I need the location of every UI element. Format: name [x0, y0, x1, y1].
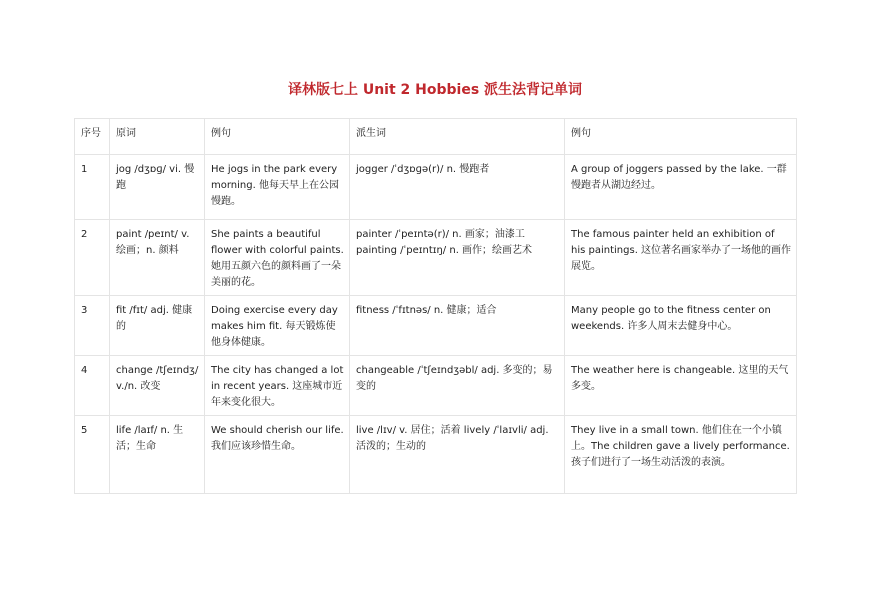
table-row: [75, 296, 797, 356]
table-row: [75, 220, 797, 296]
header-cell-derived-example: 例句: [565, 119, 797, 155]
header-cell-derived: 派生词: [350, 119, 565, 155]
cell-no: 4: [75, 356, 110, 416]
cell-example: She paints a beautiful flower with colorful paints. 她用五颜六色的颜料画了一朵美丽的花。: [205, 220, 350, 296]
cell-example: The city has changed a lot in recent years. 这座城市近年来变化很大。: [205, 356, 350, 416]
cell-word: life /laɪf/ n. 生活；生命: [110, 416, 205, 494]
table-row: [75, 416, 797, 494]
cell-no: 1: [75, 155, 110, 220]
cell-derived: changeable /ˈtʃeɪndʒəbl/ adj. 多变的；易变的: [350, 356, 565, 416]
cell-derived: painter /ˈpeɪntə(r)/ n. 画家；油漆工 painting /ˈpeɪntɪŋ/ n. 画作；绘画艺术: [350, 220, 565, 296]
cell-derived-example: They live in a small town. 他们住在一个小镇上。The children gave a lively performance. 孩子们进行了一场生动活泼的表演。: [565, 416, 797, 494]
cell-derived: jogger /ˈdʒɒɡə(r)/ n. 慢跑者: [350, 155, 565, 220]
cell-example: He jogs in the park every morning. 他每天早上在公园慢跑。: [205, 155, 350, 220]
table-row: [75, 155, 797, 220]
header-cell-example: 例句: [205, 119, 350, 155]
table-row: [75, 356, 797, 416]
cell-example: We should cherish our life. 我们应该珍惜生命。: [205, 416, 350, 494]
cell-derived-example: The famous painter held an exhibition of his paintings. 这位著名画家举办了一场他的画作展览。: [565, 220, 797, 296]
cell-derived-example: The weather here is changeable. 这里的天气多变。: [565, 356, 797, 416]
cell-derived: live /lɪv/ v. 居住；活着 lively /ˈlaɪvli/ adj. 活泼的；生动的: [350, 416, 565, 494]
cell-no: 2: [75, 220, 110, 296]
vocab-table: [74, 118, 797, 494]
cell-word: jog /dʒɒɡ/ vi. 慢跑: [110, 155, 205, 220]
header-cell-word: 原词: [110, 119, 205, 155]
cell-word: paint /peɪnt/ v. 绘画；n. 颜料: [110, 220, 205, 296]
header-cell-no: 序号: [75, 119, 110, 155]
cell-derived-example: A group of joggers passed by the lake. 一群慢跑者从湖边经过。: [565, 155, 797, 220]
table-header-row: [75, 119, 797, 155]
cell-word: fit /fɪt/ adj. 健康的: [110, 296, 205, 356]
page-title: 译林版七上 Unit 2 Hobbies 派生法背记单词: [287, 82, 583, 98]
cell-example: Doing exercise every day makes him fit. 每天锻炼使他身体健康。: [205, 296, 350, 356]
cell-word: change /tʃeɪndʒ/ v./n. 改变: [110, 356, 205, 416]
cell-no: 5: [75, 416, 110, 494]
cell-no: 3: [75, 296, 110, 356]
cell-derived-example: Many people go to the fitness center on weekends. 许多人周末去健身中心。: [565, 296, 797, 356]
cell-derived: fitness /ˈfɪtnəs/ n. 健康；适合: [350, 296, 565, 356]
